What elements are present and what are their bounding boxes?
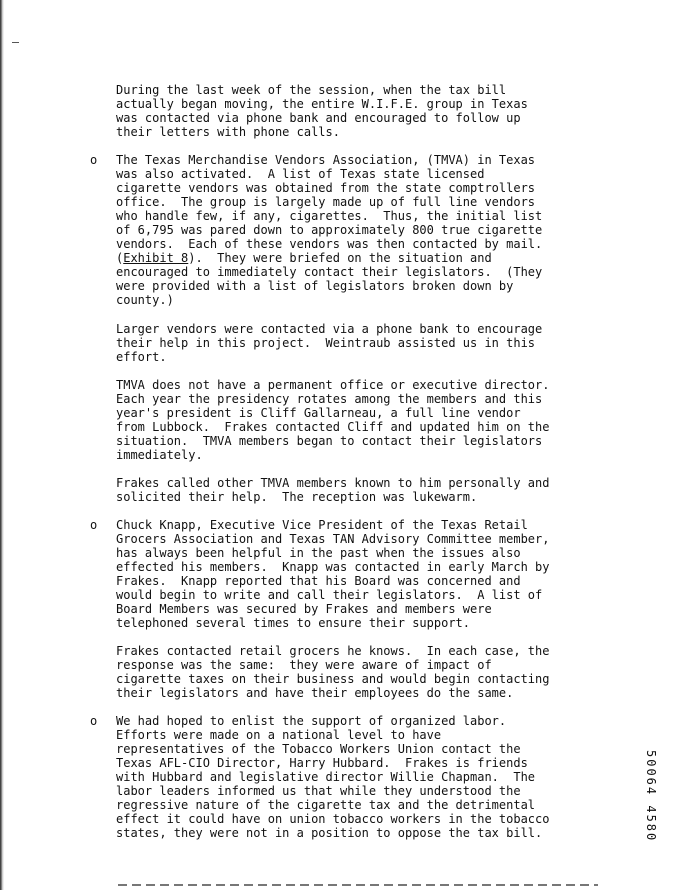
paragraph-organized-labor: We had hoped to enlist the support of organized labor. Efforts were made on a national level to have representatives of the Tobacco Workers Union contact the Texas AFL-CIO Director, Harry Hubbard. Frakes is friends with Hubbard and legislative director Willie Chapman. The labor leaders informed us that while they understood the regressive nature of the cigarette tax and the detrimental effect it could have on union tobacco workers in the tobacco states, they were not in a position to oppose the tax bill. xyxy=(116,714,550,840)
scan-left-edge xyxy=(0,0,4,890)
exhibit-open-paren: ( xyxy=(116,251,124,265)
paragraph-wife-phone-bank: During the last week of the session, when the tax bill actually began moving, the entire W.I.F.E. group in Texas was contacted via phone bank and encouraged to follow up their letters with phone calls. xyxy=(116,83,528,139)
exhibit-8-reference: Exhibit 8 xyxy=(123,251,189,265)
paragraph-larger-vendors: Larger vendors were contacted via a phone bank to encourage their help in this project. Weintraub assisted us in this effort. xyxy=(116,322,543,364)
cut-off-bottom-line xyxy=(118,884,598,886)
paragraph-retail-grocers: Frakes contacted retail grocers he knows. In each case, the response was the same: they were aware of impact of cigarette taxes on their business and would begin contacting their legislators and have their employees do the same. xyxy=(116,644,550,700)
paragraph-tmva-activated xyxy=(116,153,542,307)
paragraph-chuck-knapp: Chuck Knapp, Executive Vice President of the Texas Retail Grocers Association and Texas TAN Advisory Committee member, has always been helpful in the past when the issues also effected his members. Knapp was contacted in early March by Frakes. Knapp reported that his Board was concerned and would begin to write and call their legislators. A list of Board Members was secured by Frakes and members were telephoned several times to ensure their support. xyxy=(116,518,550,630)
tmva-text-b: ). They were briefed on the situation and encouraged to immediately contact their legislators. (They were provided with a list of legislators broken down by county.) xyxy=(116,251,543,307)
paragraph-tmva-office: TMVA does not have a permanent office or executive director. Each year the presidency rotates among the members and this year's president is Cliff Gallarneau, a full line vendor from Lubbock. Frakes contacted Cliff and updated him on the situation. TMVA members began to contact their legislators immediately. xyxy=(116,378,550,462)
scan-speck xyxy=(12,42,19,43)
bullet-tmva: o xyxy=(90,153,98,167)
paragraph-frakes-called: Frakes called other TMVA members known to him personally and solicited their help. The reception was lukewarm. xyxy=(116,476,550,504)
bullet-knapp: o xyxy=(90,518,98,532)
tmva-text-a: The Texas Merchandise Vendors Association, (TMVA) in Texas was also activated. A list of Texas state licensed cigarette vendors was obtained from the state comptrollers office. The group is largely made up of full line vendors who handle few, if any, cigarettes. Thus, the initial list of 6,795 was pared down to approximately 800 true cigarette vendors. Each of these vendors was then contacted by mail. xyxy=(116,153,543,251)
bates-document-number: 50064 4580 xyxy=(644,750,658,843)
bullet-labor: o xyxy=(90,714,98,728)
